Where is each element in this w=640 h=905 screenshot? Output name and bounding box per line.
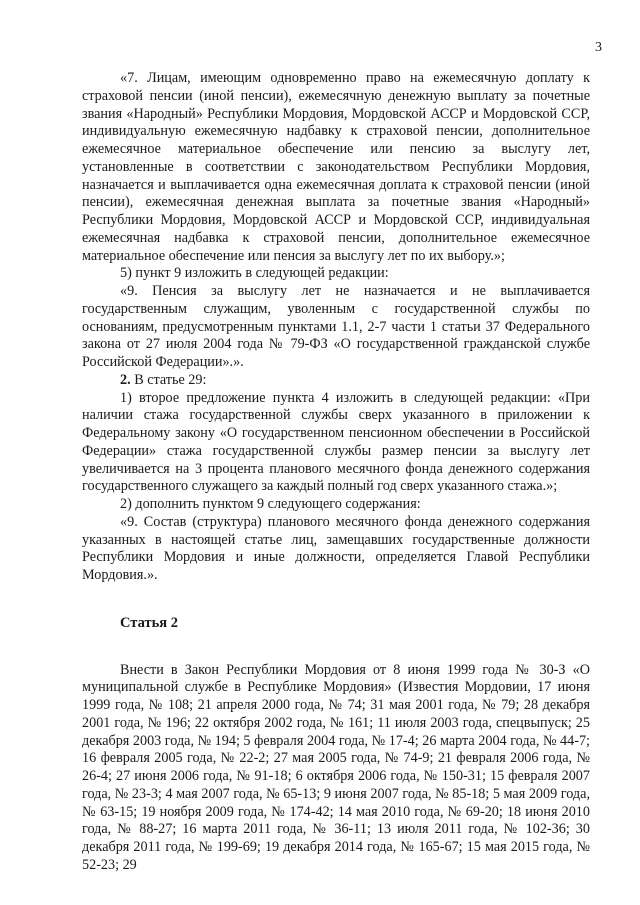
paragraph-sub-5: 5) пункт 9 изложить в следующей редакции: [120, 265, 389, 282]
paragraph-sub-1: 1) второе предложение пункта 4 изложить в следующей редакции: «При наличии стажа государственной службы сверх указанного в приложении к Федеральному закону «О государственном пенсионном обеспечении в Российской Федерации» стажа государственной службы размер пенсии за выслугу лет увеличивается на 3 процента планового месячного фонда денежного содержания государственного служащего за каждый полный год сверх указанного стажа.»; [82, 389, 590, 495]
paragraph-item-7: «7. Лицам, имеющим одновременно право на ежемесячную доплату к страховой пенсии (иной пенсии), ежемесячную денежную выплату за почетные звания «Народный» Республики Мордовия, Мордовской АССР и Мордовской ССР, индивидуальную ежемесячную надбавку к страховой пенсии, дополнительное ежемесячное материальное обеспечение или пенсию за выслугу лет, установленные в соответствии с законодательством Республики Мордовия, назначается и выплачивается одна ежемесячная доплата к страховой пенсии (иной пенсии), ежемесячная денежная выплата за почетные звания «Народный» Республики Мордовия, Мордовской АССР и Мордовской ССР, индивидуальная ежемесячная надбавка к страховой пенсии, дополнительное ежемесячное материальное обеспечение или пенсия за выслугу лет по их выбору.»; [82, 70, 590, 264]
paragraph-new-item-9: «9. Состав (структура) планового месячного фонда денежного содержания указанных в настоящей статье лиц, замещавших государственные должности Республики Мордовия и иные должности, определяется Главой Республики Мордовия.». [82, 513, 590, 583]
paragraph-item-2 [82, 372, 590, 390]
item-number: 2. [120, 371, 131, 388]
article-heading: Статья 2 [120, 614, 178, 631]
page-number: 3 [595, 40, 602, 55]
paragraph-sub-2: 2) дополнить пунктом 9 следующего содержания: [120, 496, 421, 512]
item-text: В статье 29: [130, 371, 207, 388]
article-paragraph: Внести в Закон Республики Мордовия от 8 июня 1999 года № 30-З «О муниципальной службе в Республике Мордовия» (Известия Мордовии, 17 июня 1999 года, № 108; 21 апреля 2000 года, № 74; 31 мая 2001 года, № 79; 28 декабря 2001 года, № 196; 22 октября 2002 года, № 161; 11 июля 2003 года, спецвыпуск; 25 декабря 2003 года, № 194; 5 февраля 2004 года, № 17-4; 26 марта 2004 года, № 44-7; 16 февраля 2005 года, № 22-2; 27 мая 2005 года, № 74-9; 21 февраля 2006 года, № 26-4; 27 июня 2006 года, № 91-18; 6 октября 2006 года, № 150-31; 15 февраля 2007 года, № 23-3; 4 мая 2007 года, № 65-13; 9 июня 2007 года, № 85-18; 5 мая 2009 года, № 63-15; 19 ноября 2009 года, № 174-42; 14 мая 2010 года, № 69-20; 18 июня 2010 года, № 88-27; 16 марта 2011 года, № 36-11; 13 июля 2011 года, № 102-36; 30 декабря 2011 года, № 199-69; 19 декабря 2014 года, № 165-67; 15 мая 2015 года, № 52-23; 29 [82, 661, 590, 873]
paragraph-item-9: «9. Пенсия за выслугу лет не назначается и не выплачивается государственным служащим, уволенным с государственной службы по основаниям, предусмотренным пунктами 1.1, 2-7 части 1 статьи 37 Федерального закона от 27 июля 2004 года № 79-ФЗ «О государственной гражданской службе Российской Федерации».». [82, 283, 590, 370]
document-body [82, 70, 590, 875]
